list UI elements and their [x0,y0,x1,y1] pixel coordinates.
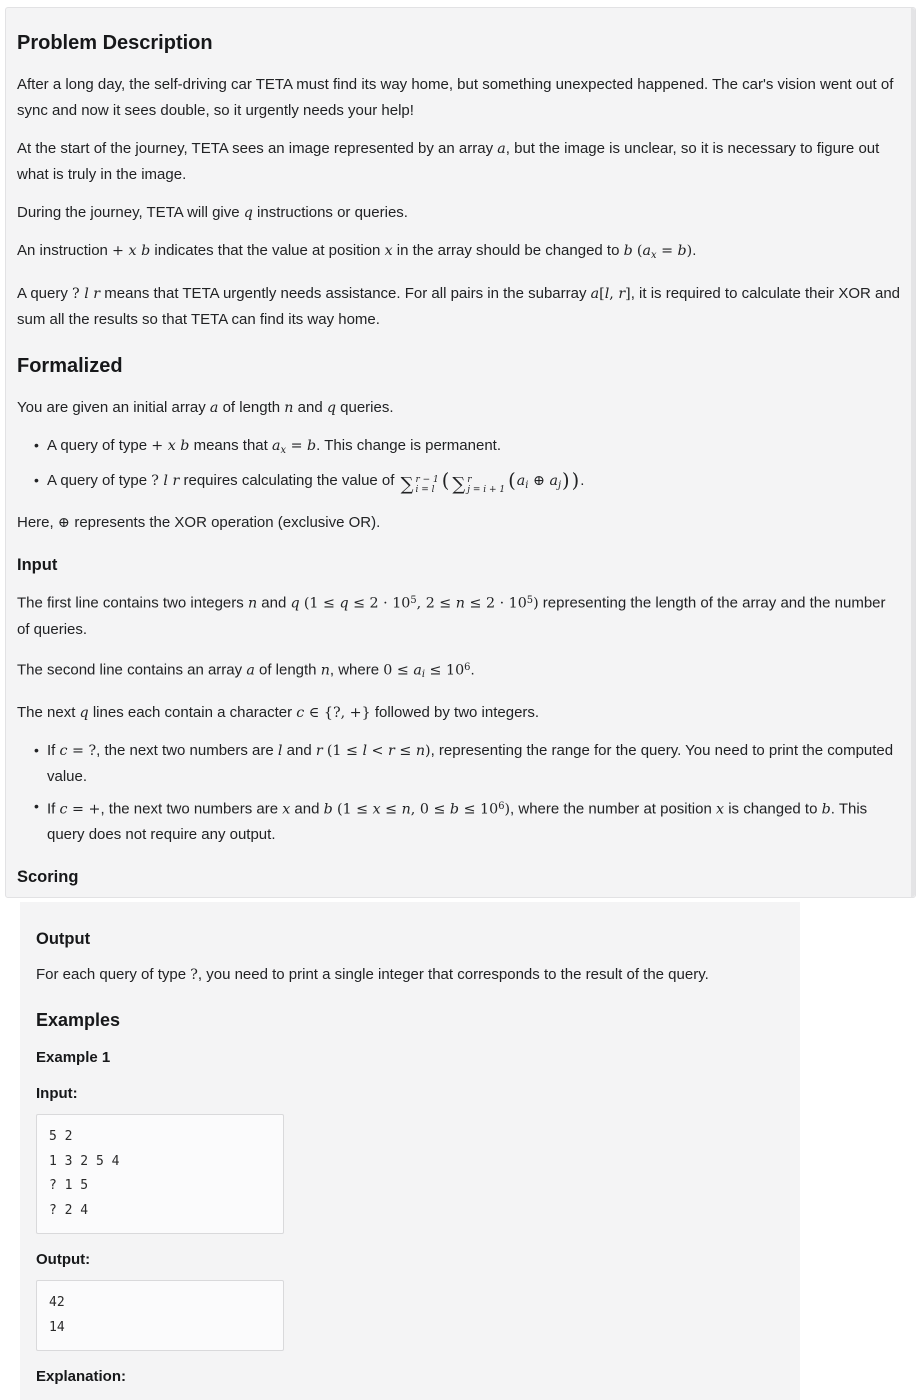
example1-input-box [36,1114,284,1234]
example1-output-label: Output: [36,1251,91,1268]
output-paragraph: For each query of type ?, you need to print a single integer that corresponds to the result of the query. [36,966,709,983]
input-paragraph: The next q lines each contain a character c ∈ {?, +} followed by two integers. [17,704,540,722]
input-paragraph: The first line contains two integers n and q ($1 \le q \le 2 \cdot 10^5$, $2 \le n \le 2 \cdot 10^5$) representing the length of the array and the number of queries. [17,594,886,638]
output-section-title: Output [36,930,91,948]
code-line: ? 1 5 [49,1178,89,1193]
sum-operator: ∑ r − 1 i = l [400,473,439,495]
scoring-section-title: Scoring [17,868,79,887]
panel-scrollbar[interactable] [911,8,915,897]
problem-description-title: Problem Description [17,32,213,54]
list-item: • If c = +, the next two numbers are x and b (1 ≤ x ≤ n, $0 \le b \le 10^6$), where the number at position x is changed to b. This query does not require any output. [47,794,901,848]
problem-paragraph: During the journey, TETA will give q instructions or queries. [17,204,408,221]
examples-panel [20,902,800,1400]
example1-input-label: Input: [36,1085,78,1102]
problem-paragraph: A query ? l r means that TETA urgently needs assistance. For all pairs in the subarray a[l, r], it is required to calculate their XOR and sum all the results so that TETA can find its way home. [17,284,901,328]
list-item: • A query of type + x b means that ax = b. This change is permanent. [47,433,901,464]
example1-title: Example 1 [36,1049,111,1066]
statement-panel [5,7,916,898]
problem-paragraph: After a long day, the self-driving car TETA must find its way home, but something unexpected happened. The car's vision went out of sync and now it sees double, so it urgently needs your help! [17,76,894,119]
problem-paragraph: An instruction + x b indicates that the value at position x in the array should be changed to b (ax = b). [17,242,697,261]
sum-operator: ∑ r j = i + 1 [452,473,506,495]
example1-output-box [36,1280,284,1351]
list-item: • If c = ?, the next two numbers are l and r (1 ≤ l < r ≤ n), representing the range for the query. You need to print the computed value. [47,738,901,790]
problem-paragraph: At the start of the journey, TETA sees an image represented by an array a, but the image is unclear, so it is necessary to figure out what is truly in the image. [17,140,880,183]
code-line: 42 [49,1295,65,1310]
code-line: ? 2 4 [49,1202,89,1218]
input-section-title: Input [17,556,58,575]
code-line: 1 3 2 5 4 [49,1153,120,1169]
formalized-title: Formalized [17,354,123,377]
code-line: 14 [49,1319,65,1335]
code-line: 5 2 [49,1129,73,1144]
xor-note: Here, ⊕ represents the XOR operation (exclusive OR). [17,514,381,532]
example1-explanation-label: Explanation: [36,1368,127,1385]
formalized-intro: You are given an initial array a of length n and q queries. [17,398,394,416]
examples-title: Examples [36,1010,121,1030]
formalized-bullet-list [17,433,901,499]
input-bullet-list [17,738,901,848]
input-paragraph: The second line contains an array a of length n, where 0 ≤ ai ≤ $10^6$. [17,661,475,681]
list-item: • A query of type ? l r requires calculating the value of ∑ r − 1 i = l ( ∑ r j = i + 1 (ai ⊕ aj) ). [47,468,901,499]
